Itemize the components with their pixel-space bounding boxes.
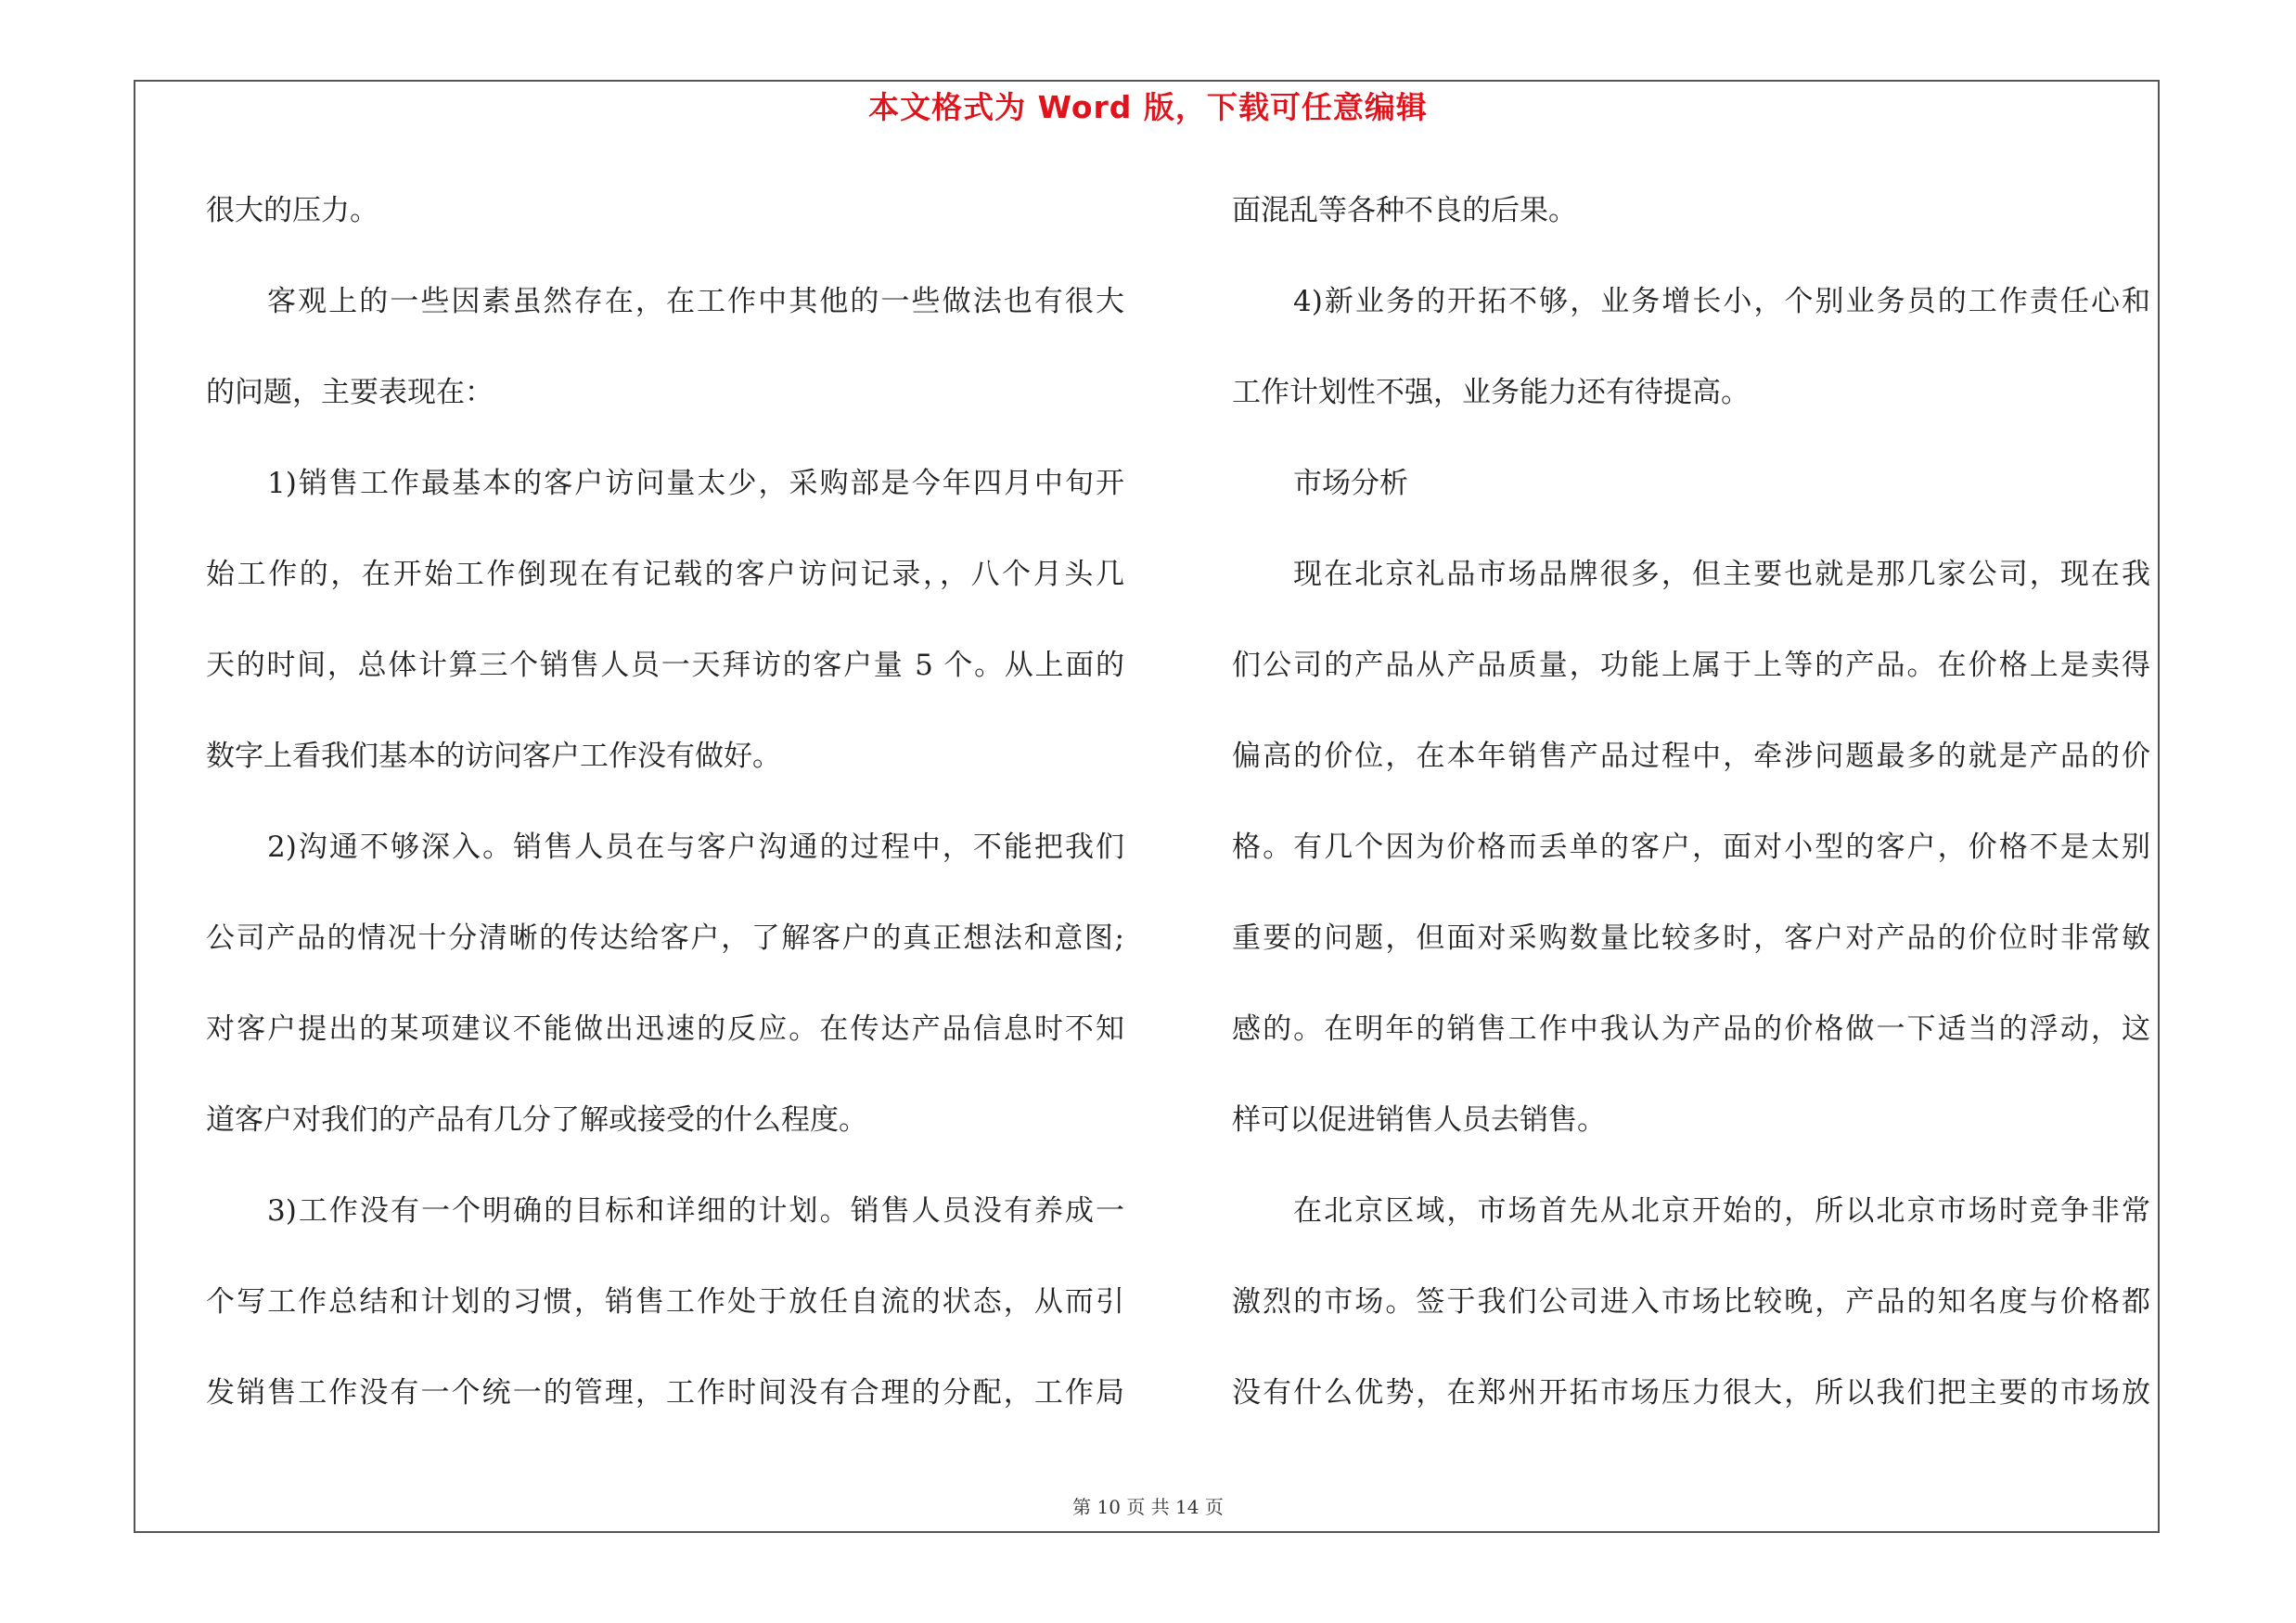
text-line: 2)沟通不够深入。销售人员在与客户沟通的过程中，不能把我们 (267, 831, 1124, 864)
text-line: 天的时间，总体计算三个销售人员一天拜访的客户量 5 个。从上面的 (206, 649, 1124, 682)
text-line: 们公司的产品从产品质量，功能上属于上等的产品。在价格上是卖得 (1232, 649, 2150, 682)
text-line: 道客户对我们的产品有几分了解或接受的什么程度。 (206, 1103, 867, 1137)
text-line: 激烈的市场。签于我们公司进入市场比较晚，产品的知名度与价格都 (1232, 1285, 2150, 1319)
text-line: 数字上看我们基本的访问客户工作没有做好。 (206, 740, 781, 773)
text-line: 4)新业务的开拓不够，业务增长小，个别业务员的工作责任心和 (1293, 285, 2150, 318)
format-notice-banner: 本文格式为 Word 版，下载可任意编辑 (868, 89, 1428, 125)
text-line: 始工作的，在开始工作倒现在有记载的客户访问记录，，八个月头几 (206, 558, 1124, 591)
text-line: 市场分析 (1293, 467, 1408, 500)
right-text-column (1232, 182, 2150, 1455)
text-line: 个写工作总结和计划的习惯，销售工作处于放任自流的状态，从而引 (206, 1285, 1124, 1319)
text-line: 对客户提出的某项建议不能做出迅速的反应。在传达产品信息时不知 (206, 1012, 1124, 1046)
text-line: 样可以促进销售人员去销售。 (1232, 1103, 1606, 1137)
text-line: 客观上的一些因素虽然存在，在工作中其他的一些做法也有很大 (267, 285, 1124, 318)
text-line: 工作计划性不强，业务能力还有待提高。 (1232, 376, 1750, 409)
text-line: 公司产品的情况十分清晰的传达给客户，了解客户的真正想法和意图; (206, 921, 1124, 955)
text-line: 没有什么优势，在郑州开拓市场压力很大，所以我们把主要的市场放 (1232, 1376, 2150, 1410)
text-line: 在北京区域，市场首先从北京开始的，所以北京市场时竞争非常 (1293, 1194, 2150, 1228)
page-number: 第 10 页 共 14 页 (1072, 1496, 1224, 1518)
text-line: 很大的压力。 (206, 194, 378, 227)
text-line: 1)销售工作最基本的客户访问量太少，采购部是今年四月中旬开 (267, 467, 1124, 500)
text-line: 偏高的价位，在本年销售产品过程中，牵涉问题最多的就是产品的价 (1232, 740, 2150, 773)
text-line: 格。有几个因为价格而丢单的客户，面对小型的客户，价格不是太别 (1232, 831, 2150, 864)
text-line: 发销售工作没有一个统一的管理，工作时间没有合理的分配，工作局 (206, 1376, 1124, 1410)
text-line: 3)工作没有一个明确的目标和详细的计划。销售人员没有养成一 (267, 1194, 1124, 1228)
text-line: 现在北京礼品市场品牌很多，但主要也就是那几家公司，现在我 (1293, 558, 2150, 591)
text-line: 面混乱等各种不良的后果。 (1232, 194, 1577, 227)
text-line: 感的。在明年的销售工作中我认为产品的价格做一下适当的浮动，这 (1232, 1012, 2150, 1046)
text-line: 重要的问题，但面对采购数量比较多时，客户对产品的价位时非常敏 (1232, 921, 2150, 955)
left-text-column (206, 182, 1124, 1455)
text-line: 的问题，主要表现在： (206, 376, 494, 409)
